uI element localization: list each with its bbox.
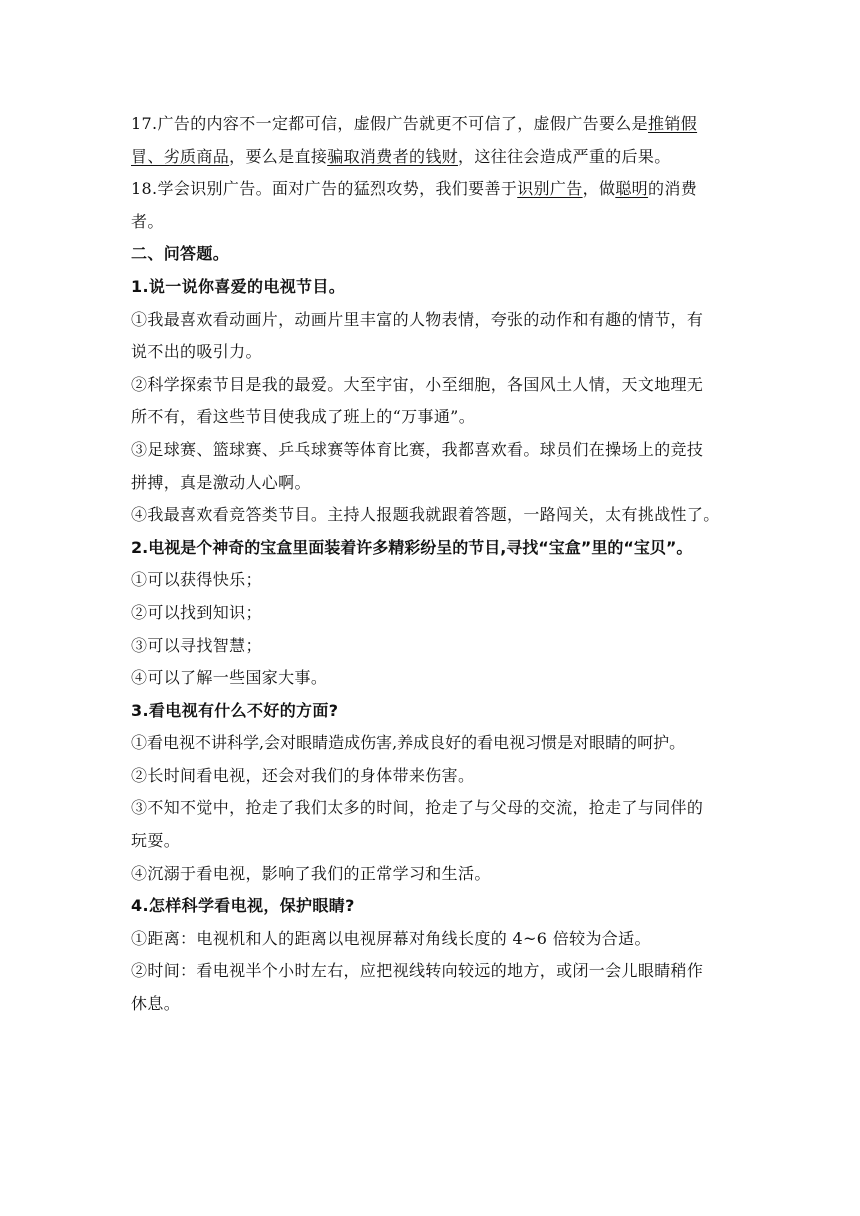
- item-18-line-1: [131, 173, 734, 206]
- answer-line: 所不有，看这些节目使我成了班上的“万事通”。: [131, 407, 476, 427]
- answer-line: ②时间：看电视半个小时左右，应把视线转向较远的地方，或闭一会儿眼睛稍作: [131, 961, 704, 981]
- item-17-text: ，要么是直接: [229, 146, 328, 166]
- answer-line: ③可以寻找智慧；: [131, 635, 262, 655]
- section-heading: 二、问答题。: [131, 244, 230, 264]
- answer-line: ③足球赛、篮球赛、乒乓球赛等体育比赛，我都喜欢看。球员们在操场上的竞技: [131, 439, 704, 459]
- item-18-text: ，做: [582, 179, 616, 199]
- answer-line: ①我最喜欢看动画片，动画片里丰富的人物表情，夸张的动作和有趣的情节，有: [131, 309, 704, 329]
- question-3-title: 3.看电视有什么不好的方面?: [131, 700, 339, 720]
- answer-line: ④可以了解一些国家大事。: [131, 668, 328, 688]
- item-18-line-2: 者。: [131, 211, 164, 231]
- item-17-answer-underlined: 骗取消费者的钱财: [327, 146, 459, 166]
- answer-line: 休息。: [131, 994, 181, 1014]
- item-17-answer-underlined: 冒、劣质商品: [131, 146, 230, 166]
- answer-line: ①距离：电视机和人的距离以电视屏幕对角线长度的 4~6 倍较为合适。: [131, 928, 651, 948]
- answer-line: 玩耍。: [131, 831, 181, 851]
- question-2-title: 2.电视是个神奇的宝盒里面装着许多精彩纷呈的节目,寻找“宝盒”里的“宝贝”。: [131, 537, 693, 557]
- answer-line: ③不知不觉中，抢走了我们太多的时间，抢走了与父母的交流，抢走了与同伴的: [131, 798, 704, 818]
- answer-line: ④我最喜欢看竞答类节目。主持人报题我就跟着答题，一路闯关，太有挑战性了。: [131, 505, 720, 525]
- item-17-line-1: [131, 108, 734, 141]
- item-18-answer-underlined: 聪明: [615, 179, 649, 199]
- answer-line: ②长时间看电视，还会对我们的身体带来伤害。: [131, 765, 475, 785]
- question-1-title: 1.说一说你喜爱的电视节目。: [131, 276, 346, 296]
- item-18-answer-underlined: 识别广告: [517, 179, 583, 199]
- item-17-answer-underlined: 推销假: [648, 114, 698, 133]
- answer-line: 拼搏，真是激动人心啊。: [131, 472, 311, 492]
- question-4-title: 4.怎样科学看电视，保护眼睛?: [131, 896, 355, 916]
- answer-line: ①看电视不讲科学,会对眼睛造成伤害,养成良好的看电视习惯是对眼睛的呵护。: [131, 733, 686, 753]
- item-17-line-2: [131, 141, 734, 174]
- answer-line: ②科学探索节目是我的最爱。大至宇宙，小至细胞，各国风土人情，天文地理无: [131, 374, 704, 394]
- answer-line: ④沉溺于看电视，影响了我们的正常学习和生活。: [131, 863, 491, 883]
- answer-line: ②可以找到知识；: [131, 602, 262, 622]
- item-18-text: 18.学会识别广告。面对广告的猛烈攻势，我们要善于: [131, 179, 518, 199]
- item-17-text: 17.广告的内容不一定都可信，虚假广告就更不可信了，虚假广告要么是: [131, 114, 648, 133]
- answer-line: 说不出的吸引力。: [131, 342, 262, 362]
- item-18-text: 的消费: [648, 179, 698, 199]
- item-17-text: ，这往往会造成严重的后果。: [458, 146, 671, 166]
- answer-line: ①可以获得快乐；: [131, 570, 262, 590]
